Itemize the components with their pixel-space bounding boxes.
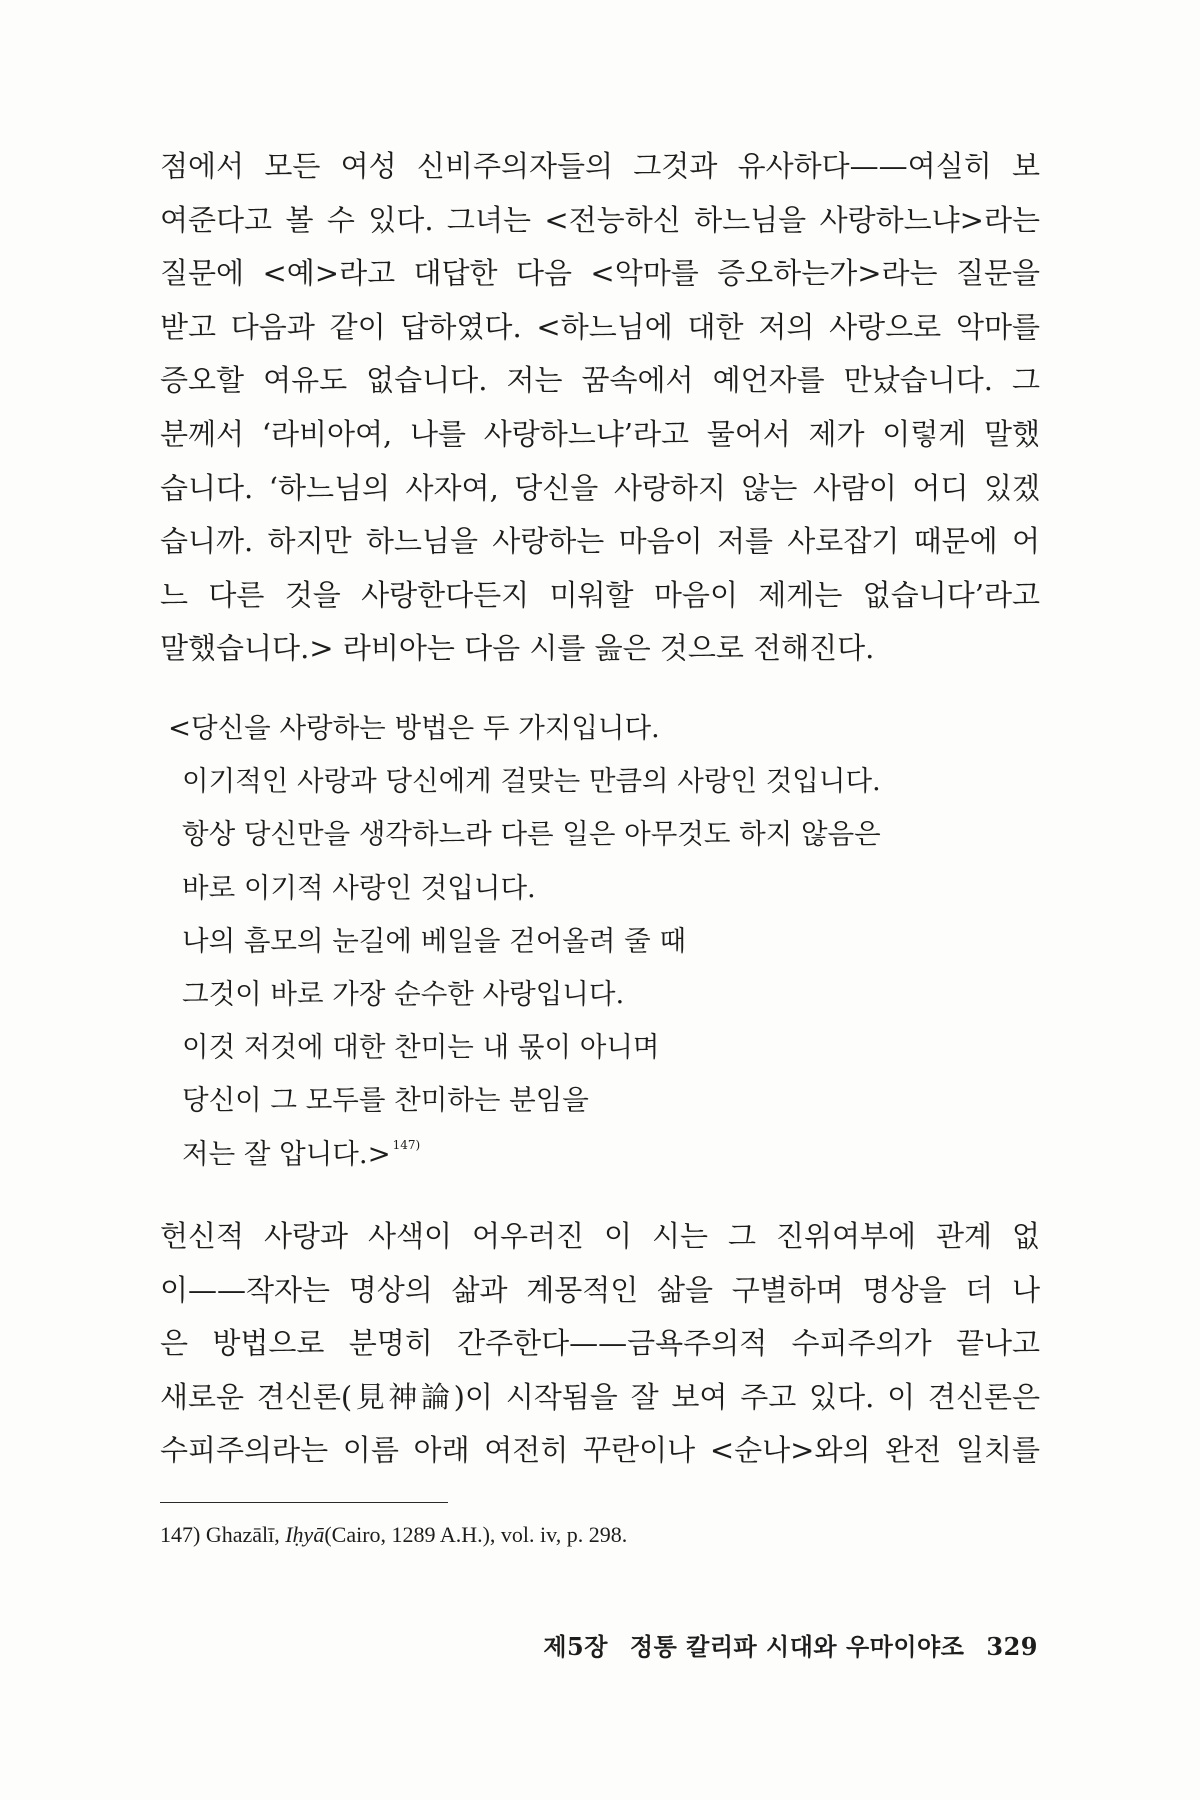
body-paragraph-1 xyxy=(160,140,1040,676)
poem-line: 이기적인 사랑과 당신에게 걸맞는 만큼의 사랑인 것입니다. xyxy=(182,765,881,798)
chapter-label: 제5장 xyxy=(543,1632,608,1661)
poem-line: 당신이 그 모두를 찬미하는 분임을 xyxy=(182,1084,589,1117)
text-line: 받고 다음과 같이 답하였다. <하느님에 대한 저의 사랑으로 악마를 xyxy=(160,309,1040,344)
footnote-title: Iḥyā xyxy=(285,1522,325,1547)
text-line: 은 방법으로 분명히 간주한다——금욕주의적 수피주의가 끝나고 xyxy=(160,1326,1040,1361)
poem-line: <당신을 사랑하는 방법은 두 가지입니다. xyxy=(168,712,660,744)
running-footer xyxy=(543,1627,1038,1662)
poem-block xyxy=(168,702,1028,1186)
text-line: 수피주의라는 이름 아래 여전히 꾸란이나 <순나>와의 완전 일치를 xyxy=(160,1433,1040,1468)
text-line: 말했습니다.> 라비아는 다음 시를 읊은 것으로 전해진다. xyxy=(160,631,875,666)
poem-line-last xyxy=(168,1128,1028,1186)
page-number: 329 xyxy=(986,1632,1038,1661)
text-line: 습니다. ‘하느님의 사자여, 당신을 사랑하지 않는 사람이 어디 있겠 xyxy=(160,470,1040,505)
poem-line: 항상 당신만을 생각하느라 다른 일은 아무것도 하지 않음은 xyxy=(182,818,881,851)
poem-line: 이것 저것에 대한 찬미는 내 몫이 아니며 xyxy=(182,1031,660,1064)
text-line: 증오할 여유도 없습니다. 저는 꿈속에서 예언자를 만났습니다. 그 xyxy=(160,363,1040,398)
footnote-divider xyxy=(160,1502,448,1503)
text-line: 여준다고 볼 수 있다. 그녀는 <전능하신 하느님을 사랑하느냐>라는 xyxy=(160,202,1040,237)
text-line: 습니까. 하지만 하느님을 사랑하는 마음이 저를 사로잡기 때문에 어 xyxy=(160,524,1040,559)
body-paragraph-2 xyxy=(160,1210,1040,1478)
chapter-title: 정통 칼리파 시대와 우마이야조 xyxy=(629,1632,965,1661)
text-line: 분께서 ‘라비아여, 나를 사랑하느냐’라고 물어서 제가 이렇게 말했 xyxy=(160,416,1040,451)
text-line: 질문에 <예>라고 대답한 다음 <악마를 증오하는가>라는 질문을 xyxy=(160,256,1040,291)
text-line: 헌신적 사랑과 사색이 어우러진 이 시는 그 진위여부에 관계 없 xyxy=(160,1219,1040,1253)
footnote xyxy=(160,1522,627,1548)
footnote-author: Ghazālī, xyxy=(205,1522,280,1547)
poem-line: 나의 흠모의 눈길에 베일을 걷어올려 줄 때 xyxy=(182,924,687,957)
poem-line-text: 저는 잘 압니다.> xyxy=(182,1137,391,1170)
text-line: 점에서 모든 여성 신비주의자들의 그것과 유사하다——여실히 보 xyxy=(160,149,1040,183)
text-line: 새로운 견신론(見神論)이 시작됨을 잘 보여 주고 있다. 이 견신론은 xyxy=(160,1379,1040,1414)
text-line: 느 다른 것을 사랑한다든지 미워할 마음이 제게는 없습니다’라고 xyxy=(160,577,1040,612)
poem-line: 그것이 바로 가장 순수한 사랑입니다. xyxy=(182,978,625,1011)
footnote-details: (Cairo, 1289 A.H.), vol. iv, p. 298. xyxy=(324,1522,628,1547)
poem-line: 바로 이기적 사랑인 것입니다. xyxy=(182,871,536,904)
footnote-number: 147) xyxy=(160,1522,201,1547)
footnote-reference: 147) xyxy=(392,1137,421,1152)
text-line: 이——작자는 명상의 삶과 계몽적인 삶을 구별하며 명상을 더 나 xyxy=(160,1272,1040,1307)
